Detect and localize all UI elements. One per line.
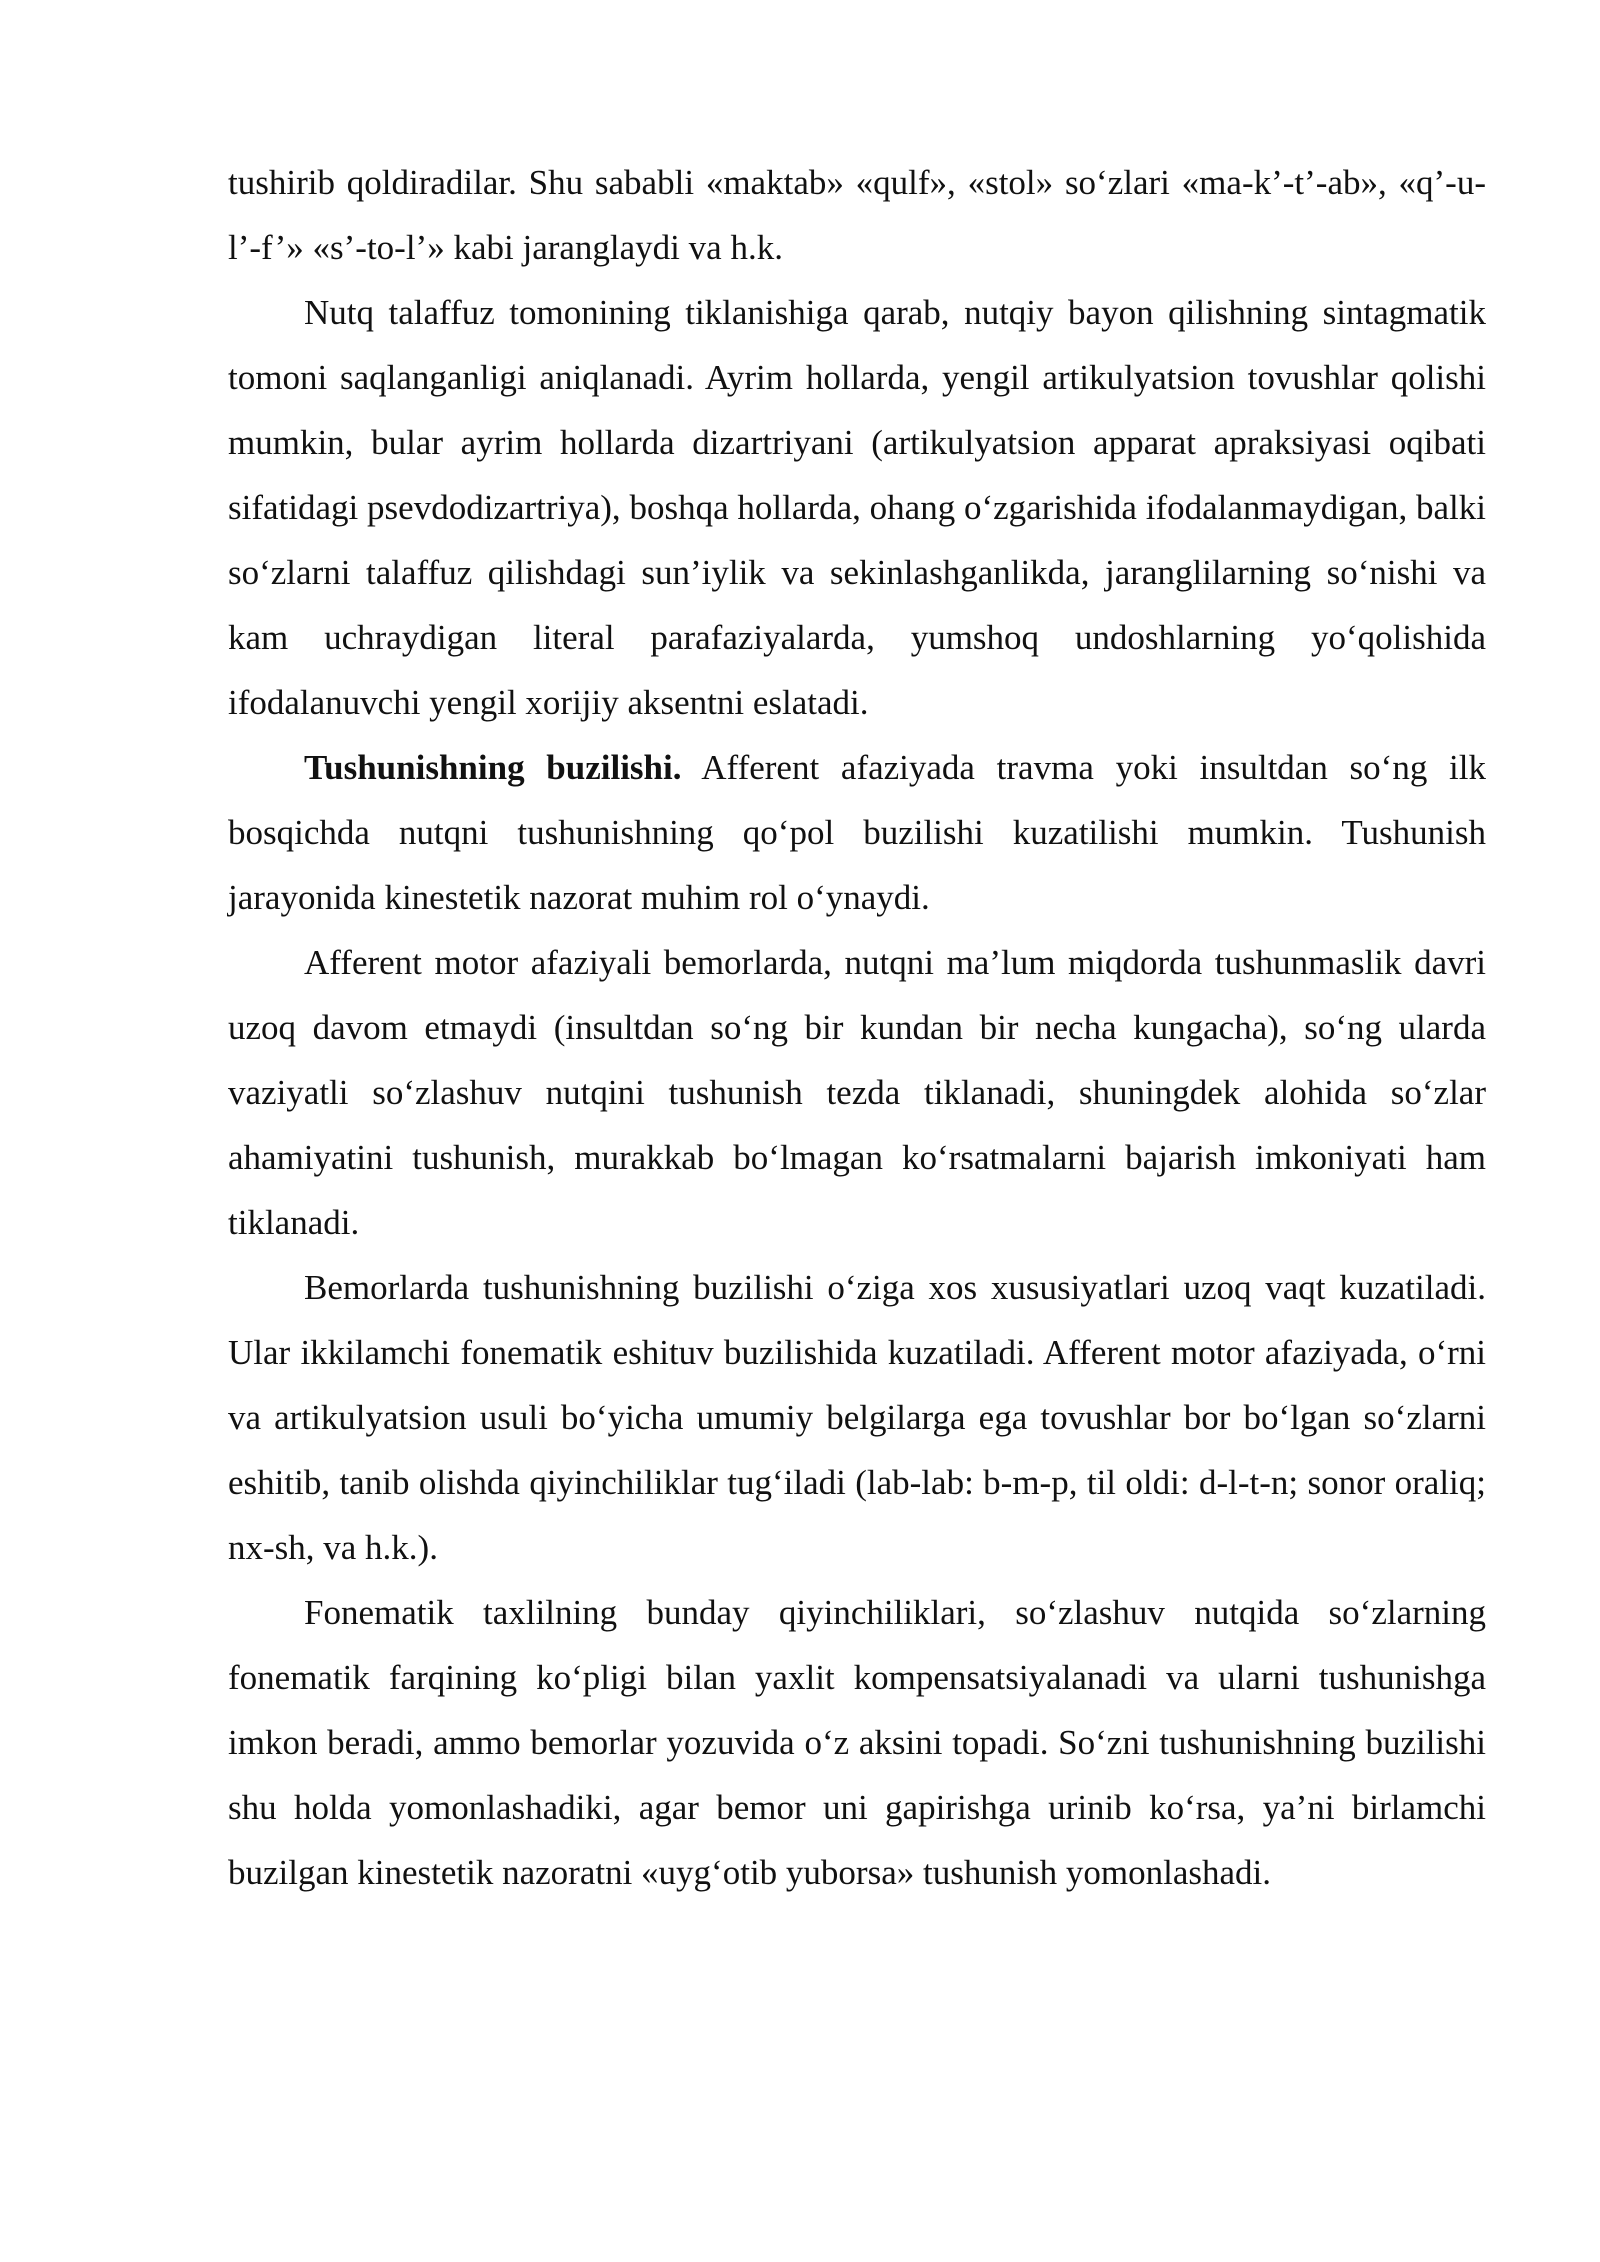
paragraph-6 — [228, 1580, 1486, 1905]
paragraph-6-text: Fonematik taxlilning bunday qiyinchiliklari, so‘zlashuv nutqida so‘zlarning fonematik farqining ko‘pligi bilan yaxlit kompensatsiyalanadi va ularni tushunishga imkon beradi, ammo bemorlar yozuvida o‘z aksini topadi. So‘zni tushunishning buzilishi shu holda yomonlashadiki, agar bemor uni gapirishga urinib ko‘rsa, ya’ni birlamchi buzilgan kinestetik nazoratni «uyg‘otib yuborsa» tushunish yomonlashadi. — [228, 1593, 1486, 1892]
paragraph-4-text: Afferent motor afaziyali bemorlarda, nutqni ma’lum miqdorda tushunmaslik davri uzoq davom etmaydi (insultdan so‘ng bir kundan bir necha kungacha), so‘ng ularda vaziyatli so‘zlashuv nutqini tushunish tezda tiklanadi, shuningdek alohida so‘zlar ahamiyatini tushunish, murakkab bo‘lmagan ko‘rsatmalarni bajarish imkoniyati ham tiklanadi. — [228, 943, 1486, 1242]
paragraph-3-text: Afferent afaziyada travma yoki insultdan so‘ng ilk bosqichda nutqni tushunishning qo‘pol buzilishi kuzatilishi mumkin. Tushunish jarayonida kinestetik nazorat muhim rol o‘ynaydi. — [228, 748, 1486, 917]
paragraph-2 — [228, 280, 1486, 735]
paragraph-2-text: Nutq talaffuz tomonining tiklanishiga qarab, nutqiy bayon qilishning sintagmatik tomoni saqlanganligi aniqlanadi. Ayrim hollarda, yengil artikulyatsion tovushlar qolishi mumkin, bular ayrim hollarda dizartriyani (artikulyatsion apparat apraksiyasi oqibati sifatidagi psevdodizartriya), boshqa hollarda, ohang o‘zgarishida ifodalanmaydigan, balki so‘zlarni talaffuz qilishdagi sun’iylik va sekinlashganlikda, jaranglilarning so‘nishi va kam uchraydigan literal parafaziyalarda, yumshoq undoshlarning yo‘qolishida ifodalanuvchi yengil xorijiy aksentni eslatadi. — [228, 293, 1486, 722]
section-heading-inline: Tushunishning buzilishi. — [304, 748, 682, 787]
paragraph-1-text: tushirib qoldiradilar. Shu sababli «maktab» «qulf», «stol» so‘zlari «ma-k’-t’-ab», «q’-u-l’-f’» «s’-to-l’» kabi jaranglaydi va h.k. — [228, 163, 1486, 267]
paragraph-3 — [228, 735, 1486, 930]
paragraph-5-text: Bemorlarda tushunishning buzilishi o‘ziga xos xususiyatlari uzoq vaqt kuzatiladi. Ular ikkilamchi fonematik eshituv buzilishida kuzatiladi. Afferent motor afaziyada, o‘rni va artikulyatsion usuli bo‘yicha umumiy belgilarga ega tovushlar bor bo‘lgan so‘zlarni eshitib, tanib olishda qiyinchiliklar tug‘iladi (lab-lab: b-m-p, til oldi: d-l-t-n; sonor oraliq; nx-sh, va h.k.). — [228, 1268, 1486, 1567]
document-page — [228, 150, 1486, 1905]
paragraph-4 — [228, 930, 1486, 1255]
paragraph-1 — [228, 150, 1486, 280]
paragraph-5 — [228, 1255, 1486, 1580]
